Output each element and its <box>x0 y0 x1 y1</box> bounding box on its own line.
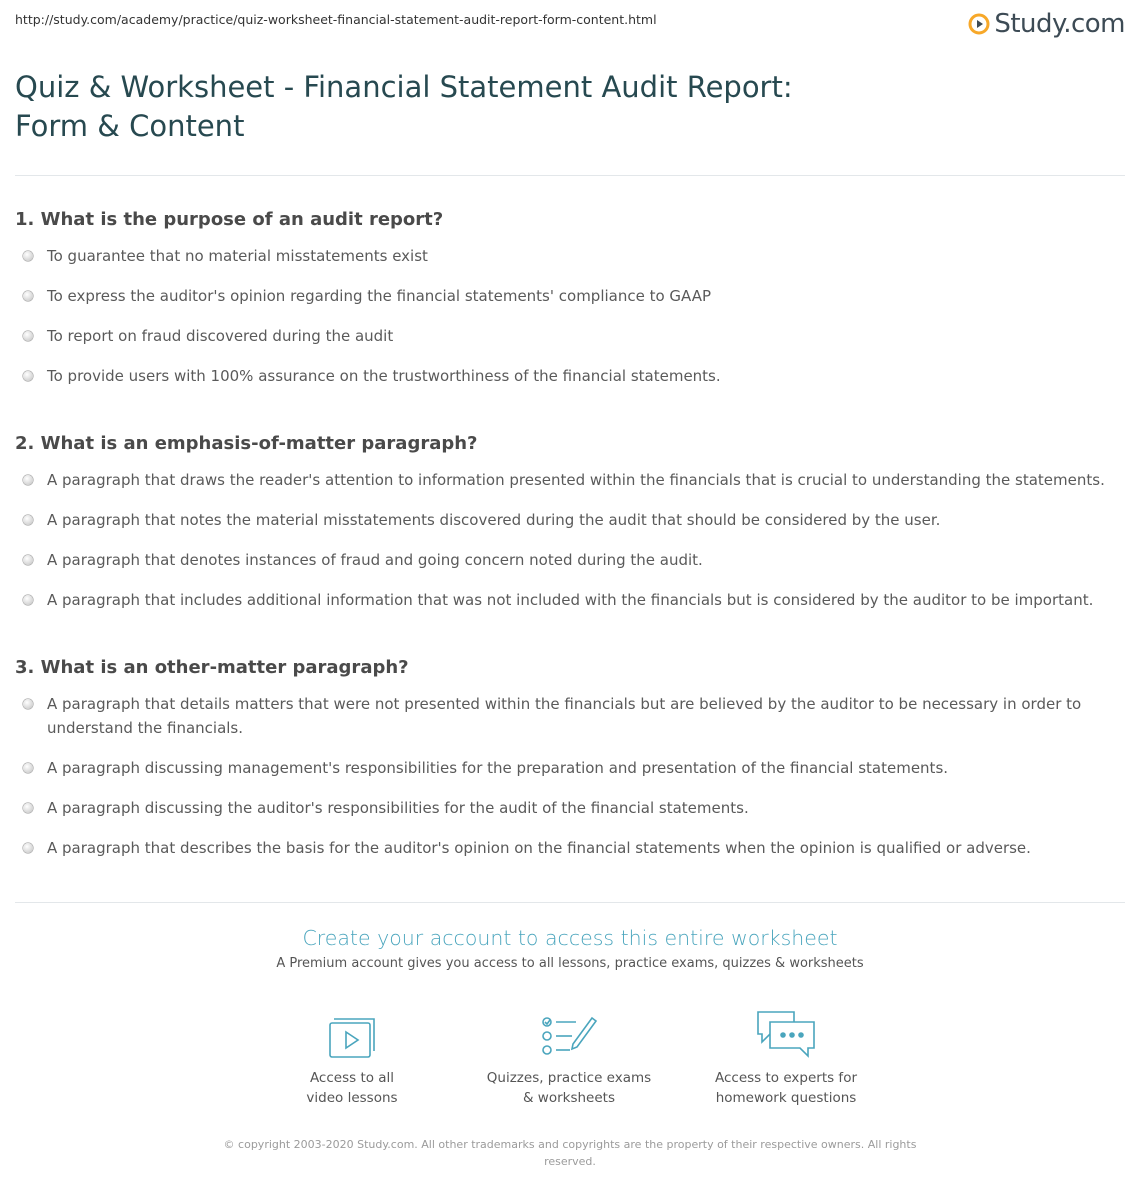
play-circle-icon <box>968 13 990 35</box>
option-text: A paragraph that includes additional information that was not included with the financials but is considered by the auditor to be important. <box>47 591 1094 609</box>
answer-option[interactable] <box>15 692 1125 740</box>
feature-line2: homework questions <box>715 1090 857 1106</box>
radio-button[interactable] <box>23 475 33 485</box>
question-2 <box>15 432 1125 628</box>
feature-line2: & worksheets <box>522 1090 615 1106</box>
video-lesson-icon <box>325 1014 379 1060</box>
radio-button[interactable] <box>23 843 33 853</box>
radio-button[interactable] <box>23 763 33 773</box>
option-text: To express the auditor's opinion regarding the financial statements' compliance to GAAP <box>47 287 712 305</box>
option-text: To provide users with 100% assurance on the trustworthiness of the financial statements. <box>47 367 721 385</box>
option-text: A paragraph discussing the auditor's responsibilities for the audit of the financial statements. <box>47 799 749 817</box>
option-text: A paragraph discussing management's responsibilities for the preparation and presentation of the financial statements. <box>47 759 949 777</box>
question-title: 2. What is an emphasis-of-matter paragraph? <box>15 433 478 454</box>
radio-button[interactable] <box>23 803 33 813</box>
option-text: A paragraph that describes the basis for the auditor's opinion on the financial statements when the opinion is qualified or adverse. <box>47 839 1031 857</box>
radio-button[interactable] <box>23 371 33 381</box>
study-logo[interactable] <box>968 9 1125 39</box>
radio-button[interactable] <box>23 291 33 301</box>
divider <box>15 175 1125 176</box>
feature-experts <box>686 1006 886 1108</box>
divider <box>15 902 1125 903</box>
chat-bubbles-icon <box>754 1008 818 1060</box>
answer-option[interactable] <box>15 588 1125 612</box>
copyright-text: © copyright 2003-2020 Study.com. All other trademarks and copyrights are the property of their respective owners. All rights reserved. <box>223 1138 917 1168</box>
answer-option[interactable] <box>15 508 1125 532</box>
radio-button[interactable] <box>23 699 33 709</box>
answer-option[interactable] <box>15 548 1125 572</box>
page-title-line1: Quiz & Worksheet - Financial Statement Audit Report: <box>15 70 793 104</box>
option-text: A paragraph that details matters that were not presented within the financials but are believed by the auditor to be necessary in order to understand the financials. <box>47 695 1082 737</box>
option-text: To report on fraud discovered during the audit <box>47 327 394 345</box>
radio-button[interactable] <box>23 515 33 525</box>
answer-option[interactable] <box>15 756 1125 780</box>
radio-button[interactable] <box>23 331 33 341</box>
page-title <box>15 68 915 146</box>
option-text: A paragraph that draws the reader's attention to information presented within the financials that is crucial to understanding the statements. <box>47 471 1105 489</box>
answer-option[interactable] <box>15 364 1125 388</box>
cta-title[interactable]: Create your account to access this entire worksheet <box>302 926 838 950</box>
answer-option[interactable] <box>15 284 1125 308</box>
option-text: To guarantee that no material misstatements exist <box>47 247 428 265</box>
option-text: A paragraph that denotes instances of fraud and going concern noted during the audit. <box>47 551 703 569</box>
feature-line1: Access to experts for <box>714 1070 857 1086</box>
top-bar <box>15 11 1125 41</box>
question-title: 1. What is the purpose of an audit report? <box>15 209 444 230</box>
answer-option[interactable] <box>15 796 1125 820</box>
feature-quizzes <box>469 1006 669 1108</box>
page-title-line2: Form & Content <box>15 109 245 143</box>
answer-option[interactable] <box>15 324 1125 348</box>
radio-button[interactable] <box>23 555 33 565</box>
feature-video-lessons <box>252 1006 452 1108</box>
answer-option[interactable] <box>15 836 1125 860</box>
radio-button[interactable] <box>23 251 33 261</box>
radio-button[interactable] <box>23 595 33 605</box>
feature-line1: Access to all <box>309 1070 395 1086</box>
cta-subtitle: A Premium account gives you access to all lessons, practice exams, quizzes & worksheets <box>276 956 864 971</box>
question-title: 3. What is an other-matter paragraph? <box>15 657 409 678</box>
answer-option[interactable] <box>15 468 1125 492</box>
answer-option[interactable] <box>15 244 1125 268</box>
feature-line2: video lessons <box>306 1090 398 1106</box>
quiz-checklist-icon <box>540 1014 598 1060</box>
question-1 <box>15 208 1125 404</box>
logo-text: Study.com <box>994 9 1125 39</box>
question-3 <box>15 656 1125 876</box>
option-text: A paragraph that notes the material misstatements discovered during the audit that should be considered by the user. <box>47 511 941 529</box>
page-url: http://study.com/academy/practice/quiz-worksheet-financial-statement-audit-report-form-content.html <box>15 12 657 27</box>
feature-line1: Quizzes, practice exams <box>486 1070 652 1086</box>
